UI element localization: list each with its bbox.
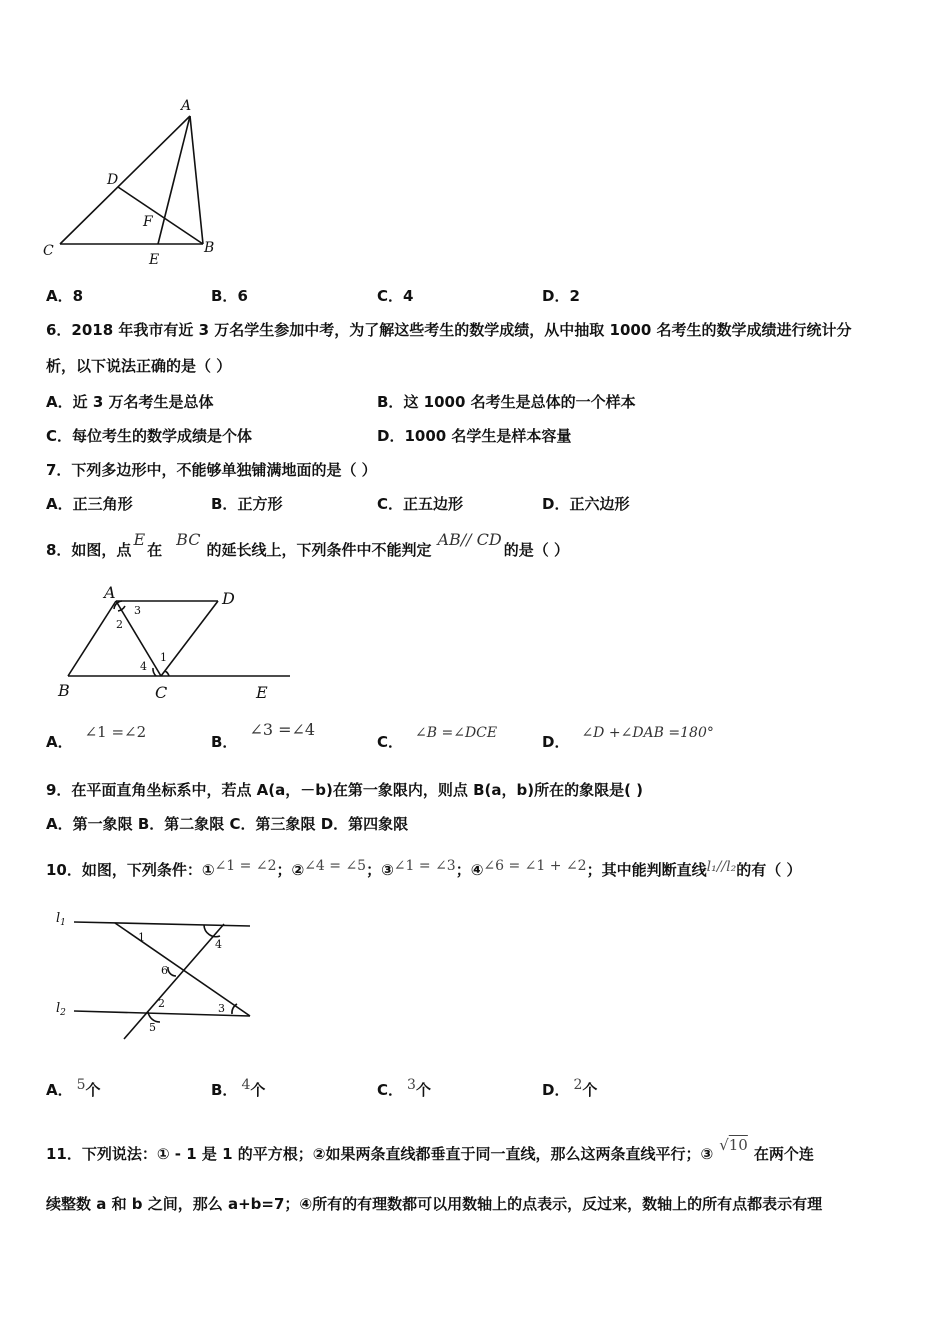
q8-angle-1: 1: [160, 651, 167, 664]
q10-angle-3: 3: [218, 1002, 225, 1015]
q10-option-c[interactable]: C． 3个: [377, 1077, 431, 1099]
q9-stem: 9．在平面直角坐标系中，若点 A(a，－b)在第一象限内，则点 B(a，b)所在的象限是( ): [46, 781, 644, 799]
q10-label-l1: $l_1$: [56, 911, 66, 928]
q8-angle-4: 4: [140, 660, 147, 673]
q7-option-c[interactable]: C．正五边形: [377, 495, 464, 513]
q5-label-C: C: [43, 243, 54, 259]
q8-option-b[interactable]: B．∠3 =∠4: [211, 720, 316, 751]
q10-label-l2: $l_2$: [56, 1001, 66, 1018]
q8-option-d[interactable]: D． ∠D +∠DAB =180°: [542, 725, 714, 751]
q5-label-F: F: [143, 214, 153, 230]
q8-label-D: D: [222, 589, 235, 608]
q10-angle-1: 1: [138, 931, 145, 944]
q6-option-b[interactable]: B．这 1000 名考生是总体的一个样本: [377, 393, 636, 411]
q7-option-d[interactable]: D．正六边形: [542, 495, 630, 513]
q5-option-c[interactable]: C．4: [377, 287, 414, 305]
q7-stem: 7．下列多边形中，不能够单独铺满地面的是（ ）: [46, 461, 377, 479]
q6-option-a[interactable]: A．近 3 万名考生是总体: [46, 393, 214, 411]
q9-options[interactable]: A．第一象限 B．第二象限 C．第三象限 D．第四象限: [46, 815, 409, 833]
q8-label-A: A: [104, 583, 116, 602]
q8-parallelogram-figure: [52, 582, 302, 706]
q11-stem-line2: 续整数 a 和 b 之间，那么 a+b=7；④所有的有理数都可以用数轴上的点表示，反过来，数轴上的所有点都表示有理: [46, 1195, 823, 1213]
q8-label-B: B: [58, 681, 70, 700]
q10-angle-6: 6: [161, 964, 168, 977]
q10-angle-5: 5: [149, 1021, 156, 1034]
q5-option-a[interactable]: A．8: [46, 287, 84, 305]
q8-stem: 8．如图，点E在BC的延长线上，下列条件中不能判定AB// CD的是（ ）: [46, 530, 569, 559]
q6-stem-line2: 析，以下说法正确的是（ ）: [46, 357, 232, 375]
q10-angle-4: 4: [215, 938, 222, 951]
q5-label-A: A: [181, 98, 192, 114]
q10-stem: 10．如图，下列条件：①∠1 = ∠2；②∠4 = ∠5；③∠1 = ∠3；④∠6 = ∠1 + ∠2；其中能判断直线l₁//l₂的有（ ）: [46, 858, 802, 879]
q10-option-d[interactable]: D． 2个: [542, 1077, 598, 1099]
q8-option-c[interactable]: C． ∠B =∠DCE: [377, 725, 498, 751]
q10-angle-2: 2: [158, 997, 165, 1010]
q8-angle-2: 2: [116, 618, 123, 631]
q11-stem-line1: 11．下列说法：① - 1 是 1 的平方根；②如果两条直线都垂直于同一直线，那么这两条直线平行；③ √10 在两个连: [46, 1136, 814, 1163]
q5-label-E: E: [149, 252, 160, 268]
q6-stem-line1: 6．2018 年我市有近 3 万名学生参加中考，为了解这些考生的数学成绩，从中抽取 1000 名考生的数学成绩进行统计分: [46, 321, 852, 339]
q8-label-C: C: [155, 683, 168, 702]
q6-option-d[interactable]: D．1000 名学生是样本容量: [377, 427, 572, 445]
q5-option-d[interactable]: D．2: [542, 287, 580, 305]
q8-option-a[interactable]: A．∠1 =∠2: [46, 723, 147, 751]
q10-option-b[interactable]: B． 4个: [211, 1077, 266, 1099]
q8-angle-3: 3: [134, 604, 141, 617]
q10-lines-figure: [52, 904, 262, 1042]
q10-option-a[interactable]: A． 5个: [46, 1077, 101, 1099]
q5-triangle-figure: [38, 96, 228, 272]
q8-label-E: E: [256, 683, 268, 702]
q5-label-B: B: [204, 240, 215, 256]
q5-label-D: D: [107, 172, 119, 188]
q6-option-c[interactable]: C．每位考生的数学成绩是个体: [46, 427, 253, 445]
q7-option-b[interactable]: B．正方形: [211, 495, 283, 513]
q5-option-b[interactable]: B．6: [211, 287, 248, 305]
q7-option-a[interactable]: A．正三角形: [46, 495, 133, 513]
